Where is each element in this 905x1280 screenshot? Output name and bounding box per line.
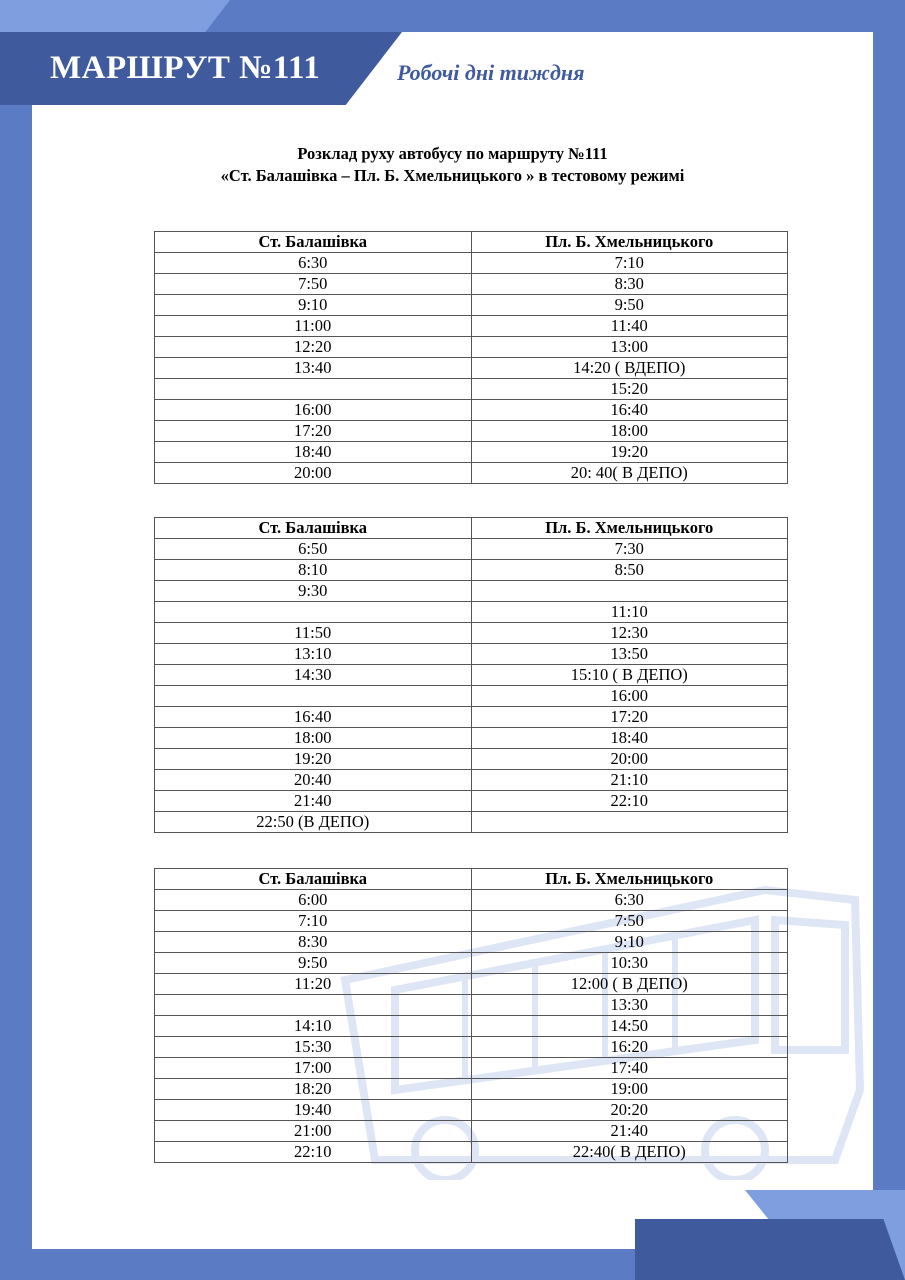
heading-line-2: «Ст. Балашівка – Пл. Б. Хмельницького » в тестовому режимі: [220, 166, 685, 185]
departure-balashivka-cell: 16:00: [155, 400, 472, 421]
table-row: [155, 1142, 788, 1163]
departure-balashivka-cell: [155, 686, 472, 707]
table-row: [155, 253, 788, 274]
departure-balashivka-cell: 6:00: [155, 890, 472, 911]
departure-khmelnytskoho-cell: 13:50: [471, 644, 788, 665]
table-header-row: [155, 232, 788, 253]
departure-khmelnytskoho-cell: 12:30: [471, 623, 788, 644]
table-row: [155, 1058, 788, 1079]
departure-balashivka-cell: 19:40: [155, 1100, 472, 1121]
departure-khmelnytskoho-cell: 14:50: [471, 1016, 788, 1037]
departure-balashivka-cell: 19:20: [155, 749, 472, 770]
column-header-from: Ст. Балашівка: [155, 518, 472, 539]
table-row: [155, 812, 788, 833]
column-header-to: Пл. Б. Хмельницького: [471, 518, 788, 539]
departure-khmelnytskoho-cell: 7:10: [471, 253, 788, 274]
departure-balashivka-cell: 11:00: [155, 316, 472, 337]
column-header-from: Ст. Балашівка: [155, 232, 472, 253]
departure-khmelnytskoho-cell: 11:40: [471, 316, 788, 337]
departure-khmelnytskoho-cell: 22:10: [471, 791, 788, 812]
departure-khmelnytskoho-cell: 9:50: [471, 295, 788, 316]
departure-khmelnytskoho-cell: 13:00: [471, 337, 788, 358]
schedule-table-2: [154, 517, 788, 833]
departure-khmelnytskoho-cell: 11:10: [471, 602, 788, 623]
table-row: [155, 791, 788, 812]
schedule-table-1: [154, 231, 788, 484]
departure-balashivka-cell: 14:10: [155, 1016, 472, 1037]
table-row: [155, 274, 788, 295]
table-row: [155, 400, 788, 421]
departure-balashivka-cell: 11:50: [155, 623, 472, 644]
departure-balashivka-cell: 17:20: [155, 421, 472, 442]
departure-khmelnytskoho-cell: 13:30: [471, 995, 788, 1016]
departure-balashivka-cell: [155, 995, 472, 1016]
table-row: [155, 337, 788, 358]
departure-balashivka-cell: 18:00: [155, 728, 472, 749]
table-row: [155, 379, 788, 400]
table-row: [155, 539, 788, 560]
departure-balashivka-cell: 9:50: [155, 953, 472, 974]
heading-line-1: Розклад руху автобусу по маршруту №111: [297, 144, 608, 163]
table-row: [155, 995, 788, 1016]
departure-balashivka-cell: 7:50: [155, 274, 472, 295]
table-row: [155, 358, 788, 379]
departure-khmelnytskoho-cell: 15:20: [471, 379, 788, 400]
route-title: МАРШРУТ №111: [50, 50, 321, 86]
departure-balashivka-cell: 9:30: [155, 581, 472, 602]
table-row: [155, 932, 788, 953]
table-row: [155, 911, 788, 932]
departure-khmelnytskoho-cell: 8:30: [471, 274, 788, 295]
departure-balashivka-cell: 22:10: [155, 1142, 472, 1163]
departure-balashivka-cell: 8:10: [155, 560, 472, 581]
departure-khmelnytskoho-cell: 19:00: [471, 1079, 788, 1100]
column-header-to: Пл. Б. Хмельницького: [471, 869, 788, 890]
departure-khmelnytskoho-cell: 16:20: [471, 1037, 788, 1058]
departure-khmelnytskoho-cell: 7:30: [471, 539, 788, 560]
departure-balashivka-cell: 6:50: [155, 539, 472, 560]
departure-balashivka-cell: 20:00: [155, 463, 472, 484]
table-row: [155, 1016, 788, 1037]
departure-khmelnytskoho-cell: 14:20 ( ВДЕПО): [471, 358, 788, 379]
departure-khmelnytskoho-cell: 15:10 ( В ДЕПО): [471, 665, 788, 686]
departure-balashivka-cell: 13:40: [155, 358, 472, 379]
table-row: [155, 316, 788, 337]
departure-khmelnytskoho-cell: 18:40: [471, 728, 788, 749]
departure-khmelnytskoho-cell: 12:00 ( В ДЕПО): [471, 974, 788, 995]
departure-balashivka-cell: 6:30: [155, 253, 472, 274]
table-header-row: [155, 869, 788, 890]
departure-khmelnytskoho-cell: 21:40: [471, 1121, 788, 1142]
departure-khmelnytskoho-cell: 17:20: [471, 707, 788, 728]
departure-khmelnytskoho-cell: [471, 581, 788, 602]
departure-khmelnytskoho-cell: 20: 40( В ДЕПО): [471, 463, 788, 484]
departure-khmelnytskoho-cell: 6:30: [471, 890, 788, 911]
departure-balashivka-cell: 16:40: [155, 707, 472, 728]
table-row: [155, 686, 788, 707]
departure-khmelnytskoho-cell: 10:30: [471, 953, 788, 974]
departure-balashivka-cell: 9:10: [155, 295, 472, 316]
column-header-from: Ст. Балашівка: [155, 869, 472, 890]
departure-khmelnytskoho-cell: 7:50: [471, 911, 788, 932]
departure-balashivka-cell: [155, 602, 472, 623]
table-row: [155, 707, 788, 728]
departure-balashivka-cell: 15:30: [155, 1037, 472, 1058]
departure-khmelnytskoho-cell: 16:40: [471, 400, 788, 421]
departure-balashivka-cell: 11:20: [155, 974, 472, 995]
departure-khmelnytskoho-cell: [471, 812, 788, 833]
departure-khmelnytskoho-cell: 16:00: [471, 686, 788, 707]
table-row: [155, 623, 788, 644]
departure-balashivka-cell: 12:20: [155, 337, 472, 358]
departure-balashivka-cell: 13:10: [155, 644, 472, 665]
departure-khmelnytskoho-cell: 19:20: [471, 442, 788, 463]
table-row: [155, 974, 788, 995]
departure-balashivka-cell: 8:30: [155, 932, 472, 953]
table-row: [155, 1037, 788, 1058]
schedule-days-subtitle: Робочі дні тиждня: [397, 60, 585, 85]
table-row: [155, 442, 788, 463]
departure-balashivka-cell: 17:00: [155, 1058, 472, 1079]
departure-balashivka-cell: 22:50 (В ДЕПО): [155, 812, 472, 833]
table-row: [155, 770, 788, 791]
departure-balashivka-cell: 21:00: [155, 1121, 472, 1142]
table-row: [155, 749, 788, 770]
departure-balashivka-cell: 20:40: [155, 770, 472, 791]
departure-balashivka-cell: 7:10: [155, 911, 472, 932]
departure-khmelnytskoho-cell: 21:10: [471, 770, 788, 791]
departure-balashivka-cell: 18:40: [155, 442, 472, 463]
departure-khmelnytskoho-cell: 9:10: [471, 932, 788, 953]
departure-khmelnytskoho-cell: 18:00: [471, 421, 788, 442]
table-row: [155, 644, 788, 665]
departure-khmelnytskoho-cell: 8:50: [471, 560, 788, 581]
table-row: [155, 665, 788, 686]
table-header-row: [155, 518, 788, 539]
table-row: [155, 421, 788, 442]
table-row: [155, 463, 788, 484]
table-row: [155, 581, 788, 602]
table-row: [155, 1100, 788, 1121]
schedule-heading: [32, 143, 873, 187]
column-header-to: Пл. Б. Хмельницького: [471, 232, 788, 253]
table-row: [155, 1121, 788, 1142]
table-row: [155, 1079, 788, 1100]
table-row: [155, 602, 788, 623]
table-row: [155, 953, 788, 974]
departure-balashivka-cell: [155, 379, 472, 400]
departure-khmelnytskoho-cell: 20:00: [471, 749, 788, 770]
departure-khmelnytskoho-cell: 20:20: [471, 1100, 788, 1121]
departure-khmelnytskoho-cell: 17:40: [471, 1058, 788, 1079]
departure-balashivka-cell: 21:40: [155, 791, 472, 812]
schedule-table-3: [154, 868, 788, 1163]
table-row: [155, 890, 788, 911]
departure-khmelnytskoho-cell: 22:40( В ДЕПО): [471, 1142, 788, 1163]
departure-balashivka-cell: 18:20: [155, 1079, 472, 1100]
table-row: [155, 728, 788, 749]
corner-banner-bottom-right: [635, 1219, 905, 1280]
departure-balashivka-cell: 14:30: [155, 665, 472, 686]
table-row: [155, 560, 788, 581]
table-row: [155, 295, 788, 316]
